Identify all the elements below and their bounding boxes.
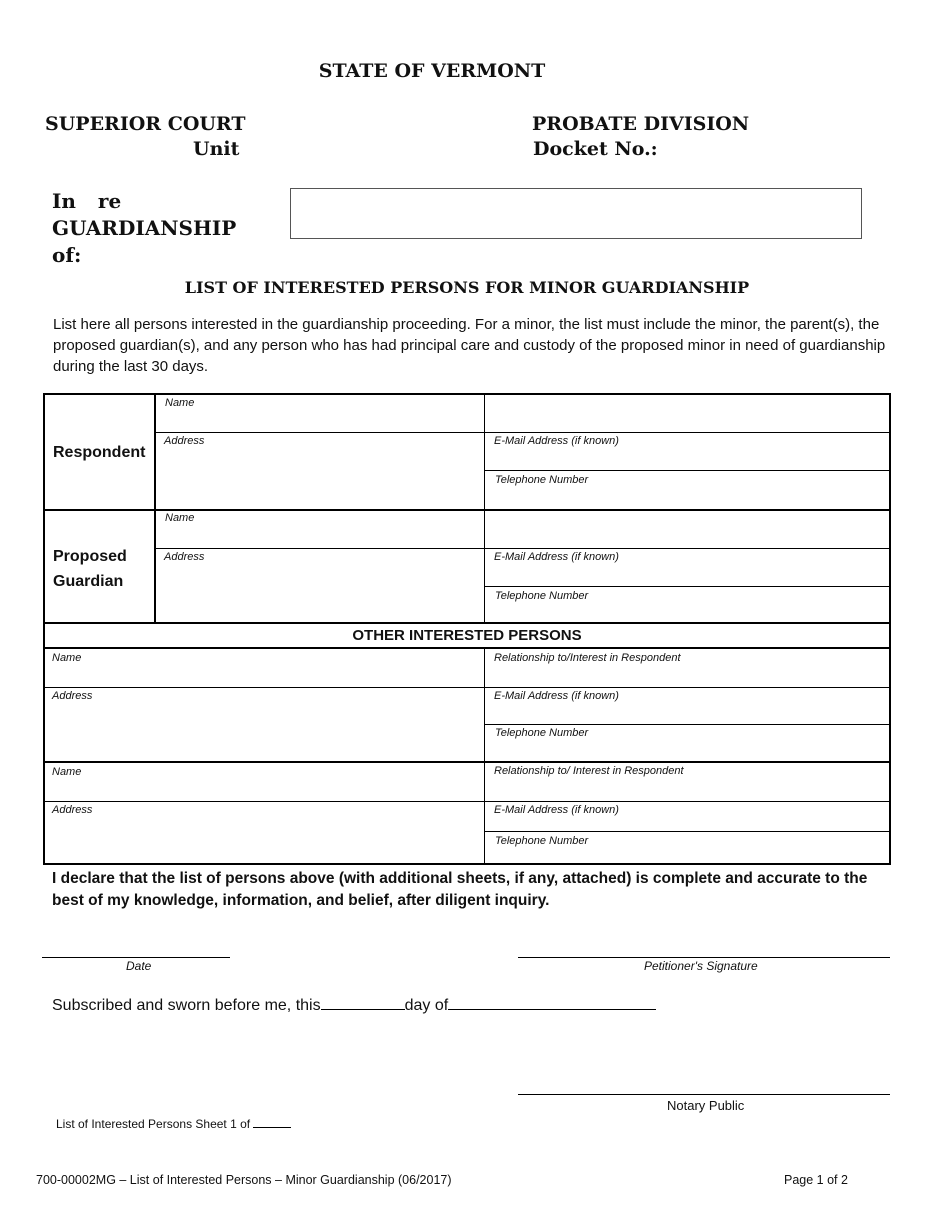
- other2-relationship-field[interactable]: Relationship to/ Interest in Respondent: [494, 765, 684, 777]
- form-title: LIST OF INTERESTED PERSONS FOR MINOR GUARDIANSHIP: [184, 278, 750, 297]
- in-re-word: GUARDIANSHIP: [52, 216, 237, 240]
- other1-phone-field[interactable]: Telephone Number: [495, 727, 589, 739]
- other1-relationship-field[interactable]: Relationship to/Interest in Respondent: [494, 652, 681, 664]
- row-divider: [155, 432, 890, 433]
- docket-label: Docket No.:: [533, 138, 658, 160]
- unit-label: Unit: [193, 138, 240, 160]
- guardian-label-line: Proposed: [53, 548, 127, 565]
- row-divider: [155, 548, 890, 549]
- guardianship-name-field[interactable]: [290, 188, 862, 239]
- guardian-name-field[interactable]: Name: [165, 512, 195, 524]
- guardian-label: [53, 544, 127, 594]
- other2-phone-field[interactable]: Telephone Number: [495, 835, 589, 847]
- respondent-phone-field[interactable]: Telephone Number: [495, 474, 589, 486]
- row-divider: [44, 687, 890, 688]
- guardian-address-field[interactable]: Address: [164, 551, 205, 563]
- sworn-statement: [52, 995, 656, 1015]
- in-re-label: [52, 188, 284, 269]
- sworn-month-field[interactable]: [448, 995, 656, 1010]
- section-divider: [44, 761, 890, 763]
- declaration-text: I declare that the list of persons above (with additional sheets, if any, attached) is complete and accurate to the best of my knowledge, information, and belief, after diligent inquiry.: [52, 870, 868, 909]
- section-divider: [44, 622, 890, 624]
- sheet-count: [56, 1117, 291, 1131]
- other1-address-field[interactable]: Address: [52, 690, 93, 702]
- other2-address-field[interactable]: Address: [52, 804, 93, 816]
- row-divider: [484, 831, 890, 832]
- state-title: STATE OF VERMONT: [318, 60, 546, 82]
- section-divider: [44, 647, 890, 649]
- division-name: PROBATE DIVISION: [532, 113, 750, 135]
- sworn-text: day of: [404, 997, 449, 1014]
- respondent-label: Respondent: [53, 444, 146, 461]
- other-persons-heading: OTHER INTERESTED PERSONS: [352, 627, 582, 644]
- notary-signature-line[interactable]: [518, 1094, 890, 1095]
- row-divider: [44, 801, 890, 802]
- notary-caption: Notary Public: [667, 1098, 745, 1113]
- other1-email-field[interactable]: E-Mail Address (if known): [494, 690, 619, 702]
- other2-name-field[interactable]: Name: [52, 766, 82, 778]
- sheet-count-label: List of Interested Persons Sheet 1 of: [56, 1117, 251, 1131]
- other2-email-field[interactable]: E-Mail Address (if known): [494, 804, 619, 816]
- respondent-name-field[interactable]: Name: [165, 397, 195, 409]
- in-re-word: re: [97, 189, 122, 213]
- date-line[interactable]: [42, 957, 230, 958]
- page-number: Page 1 of 2: [784, 1173, 848, 1187]
- intro-text: List here all persons interested in the guardianship proceeding. For a minor, the list must include the minor, the parent(s), the proposed guardian(s), and any person who has had principal care and custody of the proposed minor in need of guardianship during the last 30 days.: [53, 316, 886, 375]
- court-name: SUPERIOR COURT: [45, 113, 246, 135]
- respondent-email-field[interactable]: E-Mail Address (if known): [494, 435, 619, 447]
- other1-name-field[interactable]: Name: [52, 652, 82, 664]
- guardian-label-line: Guardian: [53, 573, 124, 590]
- in-re-word: In: [52, 189, 76, 213]
- section-divider: [44, 509, 890, 511]
- row-divider: [484, 470, 890, 471]
- sworn-day-field[interactable]: [321, 995, 405, 1010]
- guardian-phone-field[interactable]: Telephone Number: [495, 590, 589, 602]
- guardian-email-field[interactable]: E-Mail Address (if known): [494, 551, 619, 563]
- row-divider: [484, 724, 890, 725]
- date-caption: Date: [126, 959, 152, 973]
- row-divider: [484, 586, 890, 587]
- sworn-text: Subscribed and sworn before me, this: [52, 997, 321, 1014]
- petitioner-signature-caption: Petitioner's Signature: [644, 959, 758, 973]
- petitioner-signature-line[interactable]: [518, 957, 890, 958]
- form-id-footer: 700-00002MG – List of Interested Persons – Minor Guardianship (06/2017): [36, 1173, 452, 1187]
- sheet-total-field[interactable]: [253, 1117, 291, 1128]
- of-label: of:: [52, 243, 82, 267]
- respondent-address-field[interactable]: Address: [164, 435, 205, 447]
